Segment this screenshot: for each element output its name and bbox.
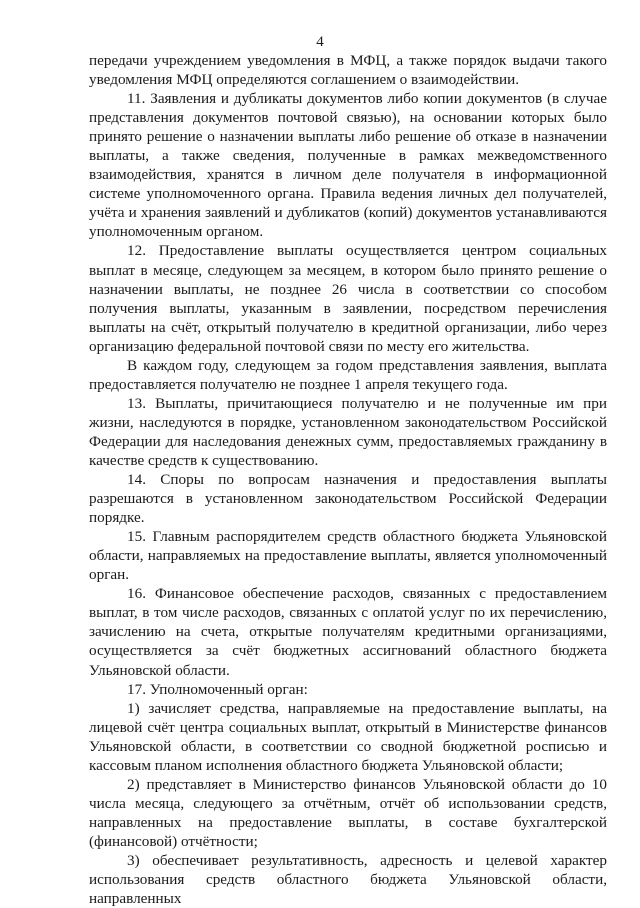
- paragraph-11: 11. Заявления и дубликаты документов либо копии документов (в случае представления документов почтовой связью), на основании которых было принято решение о назначении выплаты либо решение об отказе в назначении выплаты, а также сведения, полученные в рамках межведомственного взаимодействия, хранятся в личном деле получателя в информационной системе уполномоченного органа. Правила ведения личных дел получателей, учёта и хранения заявлений и дубликатов (копий) документов устанавливаются уполномоченным органом.: [89, 90, 607, 241]
- paragraph-17: 17. Уполномоченный орган:: [127, 680, 308, 698]
- document-body: [89, 51, 607, 908]
- paragraph-17-item-2: 2) представляет в Министерство финансов Ульяновской области до 10 числа месяца, следующего за отчётным, отчёт об использовании средств, направленных на предоставление выплаты, в составе бухгалтерской (финансовой) отчётности;: [89, 775, 607, 850]
- paragraph-17-item-3: 3) обеспечивает результативность, адресность и целевой характер использования средств областного бюджета Ульяновской области, направленных: [89, 851, 607, 908]
- paragraph-16: 16. Финансовое обеспечение расходов, связанных с предоставлением выплат, в том числе расходов, связанных с оплатой услуг по их перечислению, зачислению на счета, открытые получателям кредитными организациями, осуществляется за счёт бюджетных ассигнований областного бюджета Ульяновской области.: [89, 585, 607, 679]
- paragraph-13: 13. Выплаты, причитающиеся получателю и не полученные им при жизни, наследуются в порядке, установленном законодательством Российской Федерации для наследования денежных сумм, предоставляемых гражданину в качестве средств к существованию.: [89, 394, 607, 469]
- paragraph-continuation: передачи учреждением уведомления в МФЦ, а также порядок выдачи такого уведомления МФЦ определяются соглашением о взаимодействии.: [89, 52, 607, 89]
- paragraph-12: 12. Предоставление выплаты осуществляется центром социальных выплат в месяце, следующем за месяцем, в котором было принято решение о назначении выплаты, не позднее 26 числа в соответствии со способом получения выплаты, указанным в заявлении, посредством перечисления выплаты на счёт, открытый получателю в кредитной организации, либо через организацию федеральной почтовой связи по месту его жительства.: [89, 242, 607, 355]
- paragraph-17-item-1: 1) зачисляет средства, направляемые на предоставление выплаты, на лицевой счёт центра социальных выплат, открытый в Министерстве финансов Ульяновской области, в соответствии со сводной бюджетной росписью и кассовым планом исполнения областного бюджета Ульяновской области;: [89, 699, 607, 774]
- paragraph-14: 14. Споры по вопросам назначения и предоставления выплаты разрешаются в установленном законодательством Российской Федерации порядке.: [89, 471, 607, 527]
- page-number: 4: [316, 34, 324, 50]
- paragraph-12-annual: В каждом году, следующем за годом представления заявления, выплата предоставляется получателю не позднее 1 апреля текущего года.: [89, 356, 607, 393]
- paragraph-15: 15. Главным распорядителем средств областного бюджета Ульяновской области, направляемых на предоставление выплаты, является уполномоченный орган.: [89, 528, 607, 584]
